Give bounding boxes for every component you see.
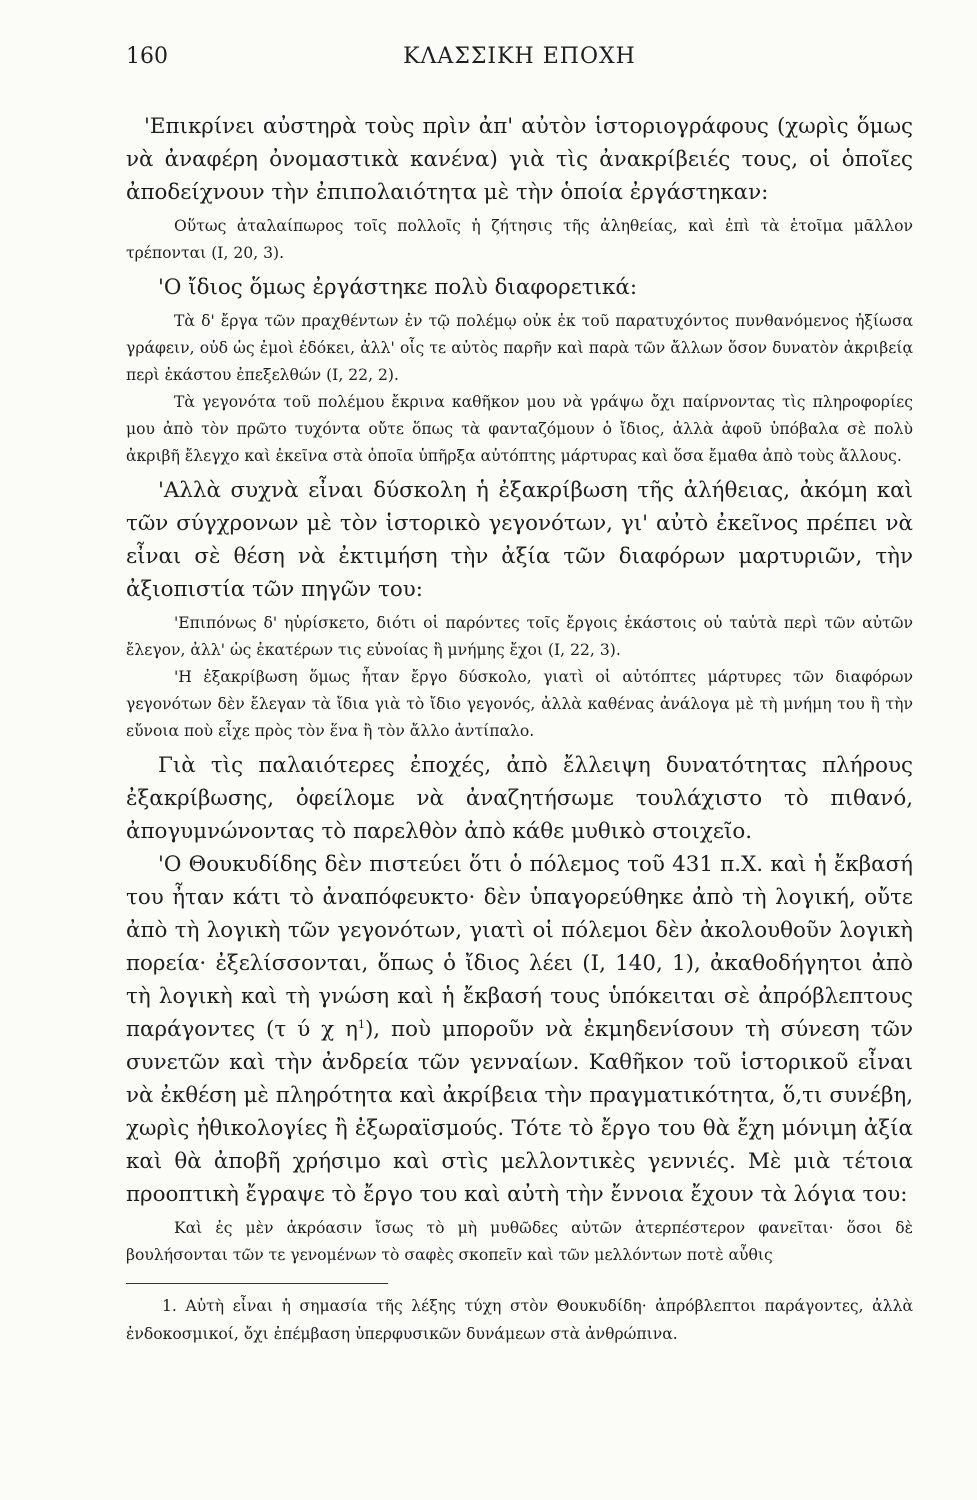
body-paragraph: 'Ο ἴδιος ὅμως ἐργάστηκε πολὺ διαφορετικά:: [158, 275, 638, 300]
footnote-divider: [126, 1283, 388, 1284]
block-quote-greek: Καὶ ἐς μὲν ἀκρόασιν ἴσως τὸ μὴ μυθῶδες αὐτῶν ἀτερπέστερον φανεῖται· ὅσοι δὲ βουλήσονται τῶν τε γενομένων τὸ σαφὲς σκοπεῖν καὶ τῶν μελλόντων ποτὲ αὖθις: [126, 1219, 913, 1264]
footnotes: [126, 1292, 913, 1348]
block-quote-greek: Οὕτως ἀταλαίπωρος τοῖς πολλοῖς ἡ ζήτησις τῆς ἀληθείας, καὶ ἐπὶ τὰ ἑτοῖμα μᾶλλον τρέπονται (Ι, 20, 3).: [126, 217, 913, 262]
block-quote-greek: 'Επιπόνως δ' ηὑρίσκετο, διότι οἱ παρόντες τοῖς ἔργοις ἑκάστοις οὐ ταὐτὰ περὶ τῶν αὐτῶν ἔλεγον, ἀλλ' ὡς ἑκατέρων τις εὐνοίας ἢ μνήμης ἔχοι (Ι, 22, 3).: [126, 614, 913, 659]
block-quote-translation: Τὰ γεγονότα τοῦ πολέμου ἔκρινα καθῆκον μου νὰ γράψω ὄχι παίρνοντας τὶς πληροφορίες μου ἀπὸ τὸν πρῶτο τυχόντα οὔτε ὅπως τὰ φανταζόμουν ὁ ἴδιος, ἀλλὰ ἀφοῦ ὑπόβαλα σὲ πολὺ ἀκριβῆ ἔλεγχο καὶ ἐκεῖνα στὰ ὁποῖα ὑπῆρξα αὐτόπτης μάρτυρας καὶ ὅσα ἔμαθα ἀπὸ τοὺς ἄλλους.: [126, 393, 913, 465]
block-quote-greek: Τὰ δ' ἔργα τῶν πραχθέντων ἐν τῷ πολέμῳ οὐκ ἐκ τοῦ παρατυχόντος πυνθανόμενος ἠξίωσα γράφειν, οὐδ ὡς ἐμοὶ ἐδόκει, ἀλλ' οἷς τε αὐτὸς παρῆν καὶ παρὰ τῶν ἄλλων ὅσον δυνατὸν ἀκριβείᾳ περὶ ἑκάστου ἐπεξελθών (Ι, 22, 2).: [126, 312, 913, 384]
emphasized-term: τ ύ χ η: [274, 1017, 358, 1042]
body-paragraph: Γιὰ τὶς παλαιότερες ἐποχές, ἀπὸ ἔλλειψη δυνατότητας πλήρους ἐξακρίβωσης, ὀφείλομε νὰ ἀναζητήσωμε τουλάχιστο τὸ πιθανό, ἀπογυμνώνοντας τὸ παρελθὸν ἀπὸ κάθε μυθικὸ στοιχεῖο.: [126, 753, 913, 844]
body-paragraph: 'Αλλὰ συχνὰ εἶναι δύσκολη ἡ ἐξακρίβωση τῆς ἀλήθειας, ἀκόμη καὶ τῶν σύγχρονων μὲ τὸν ἱστορικὸ γεγονότων, γι' αὐτὸ ἐκεῖνος πρέπει νὰ εἶναι σὲ θέση νὰ ἐκτιμήση τὴν ἀξία τῶν διαφόρων μαρτυριῶν, τὴν ἀξιοπιστία τῶν πηγῶν του:: [126, 478, 913, 602]
footnote-marker: 1: [357, 1017, 365, 1031]
running-title: ΚΛΑΣΣΙΚΗ ΕΠΟΧΗ: [403, 44, 636, 69]
page-number: 160: [126, 44, 168, 69]
body-paragraph: [126, 848, 913, 1211]
footnote: 1. Αὐτὴ εἶναι ἡ σημασία τῆς λέξης τύχη στὸν Θουκυδίδη· ἀπρόβλεπτοι παράγοντες, ἀλλὰ ἐνδοκοσμικοί, ὄχι ἐπέμβαση ὑπερφυσικῶν δυνάμεων στὰ ἀνθρώπινα.: [126, 1297, 913, 1343]
page-header: [126, 44, 913, 80]
body-text: [126, 110, 913, 1269]
body-paragraph: 'Επικρίνει αὐστηρὰ τοὺς πρὶν ἀπ' αὐτὸν ἱστοριογράφους (χωρὶς ὅμως νὰ ἀναφέρη ὀνομαστικὰ κανένα) γιὰ τὶς ἀνακρίβειές τους, οἱ ὁποῖες ἀποδείχνουν τὴν ἐπιπολαιότητα μὲ τὴν ὁποία ἐργάστηκαν:: [126, 114, 913, 205]
paragraph-text: 'Ο Θουκυδίδης δὲν πιστεύει ὅτι ὁ πόλεμος τοῦ 431 π.Χ. καὶ ἡ ἔκβασή του ἦταν κάτι τὸ ἀναπόφευκτο· δὲν ὑπαγορεύθηκε ἀπὸ τὴ λογική, οὔτε ἀπὸ τὴ λογικὴ τῶν γεγονότων, γιατὶ οἱ πόλεμοι δὲν ἀκολουθοῦν λογικὴ πορεία· ἐξελίσσονται, ὅπως ὁ ἴδιος λέει (Ι, 140, 1), ἀκαθοδήγητοι ἀπὸ τὴ λογικὴ καὶ τὴ γνώση καὶ ἡ ἔκβασή τους ὑπόκειται σὲ ἀπρόβλεπτους παράγοντες (: [126, 852, 913, 1042]
block-quote-translation: 'Η ἐξακρίβωση ὅμως ἦταν ἔργο δύσκολο, γιατὶ οἱ αὐτόπτες μάρτυρες τῶν διαφόρων γεγονότων δὲν ἔλεγαν τὰ ἴδια γιὰ τὸ ἴδιο γεγονός, ἀλλὰ καθένας ἀνάλογα μὲ τὴ μνήμη του ἢ τὴν εὔνοια ποὺ εἶχε πρὸς τὸν ἕνα ἢ τὸν ἄλλο ἀντίπαλο.: [126, 668, 913, 740]
paragraph-text: ), ποὺ μποροῦν νὰ ἐκμηδενίσουν τὴ σύνεση τῶν συνετῶν καὶ τὴν ἀνδρεία τῶν γενναίων. Καθῆκον τοῦ ἱστορικοῦ εἶναι νὰ ἐκθέση μὲ πληρότητα καὶ ἀκρίβεια τὴν πραγματικότητα, ὅ,τι συνέβη, χωρὶς ἠθικολογίες ἢ ἐξωραϊσμούς. Τότε τὸ ἔργο του θὰ ἔχη μόνιμη ἀξία καὶ θὰ ἀποβῆ χρήσιμο καὶ στὶς μελλοντικὲς γεννιές. Μὲ μιὰ τέτοια προοπτικὴ ἔγραψε τὸ ἔργο του καὶ αὐτὴ τὴν ἔννοια ἔχουν τὰ λόγια του:: [126, 1017, 913, 1207]
